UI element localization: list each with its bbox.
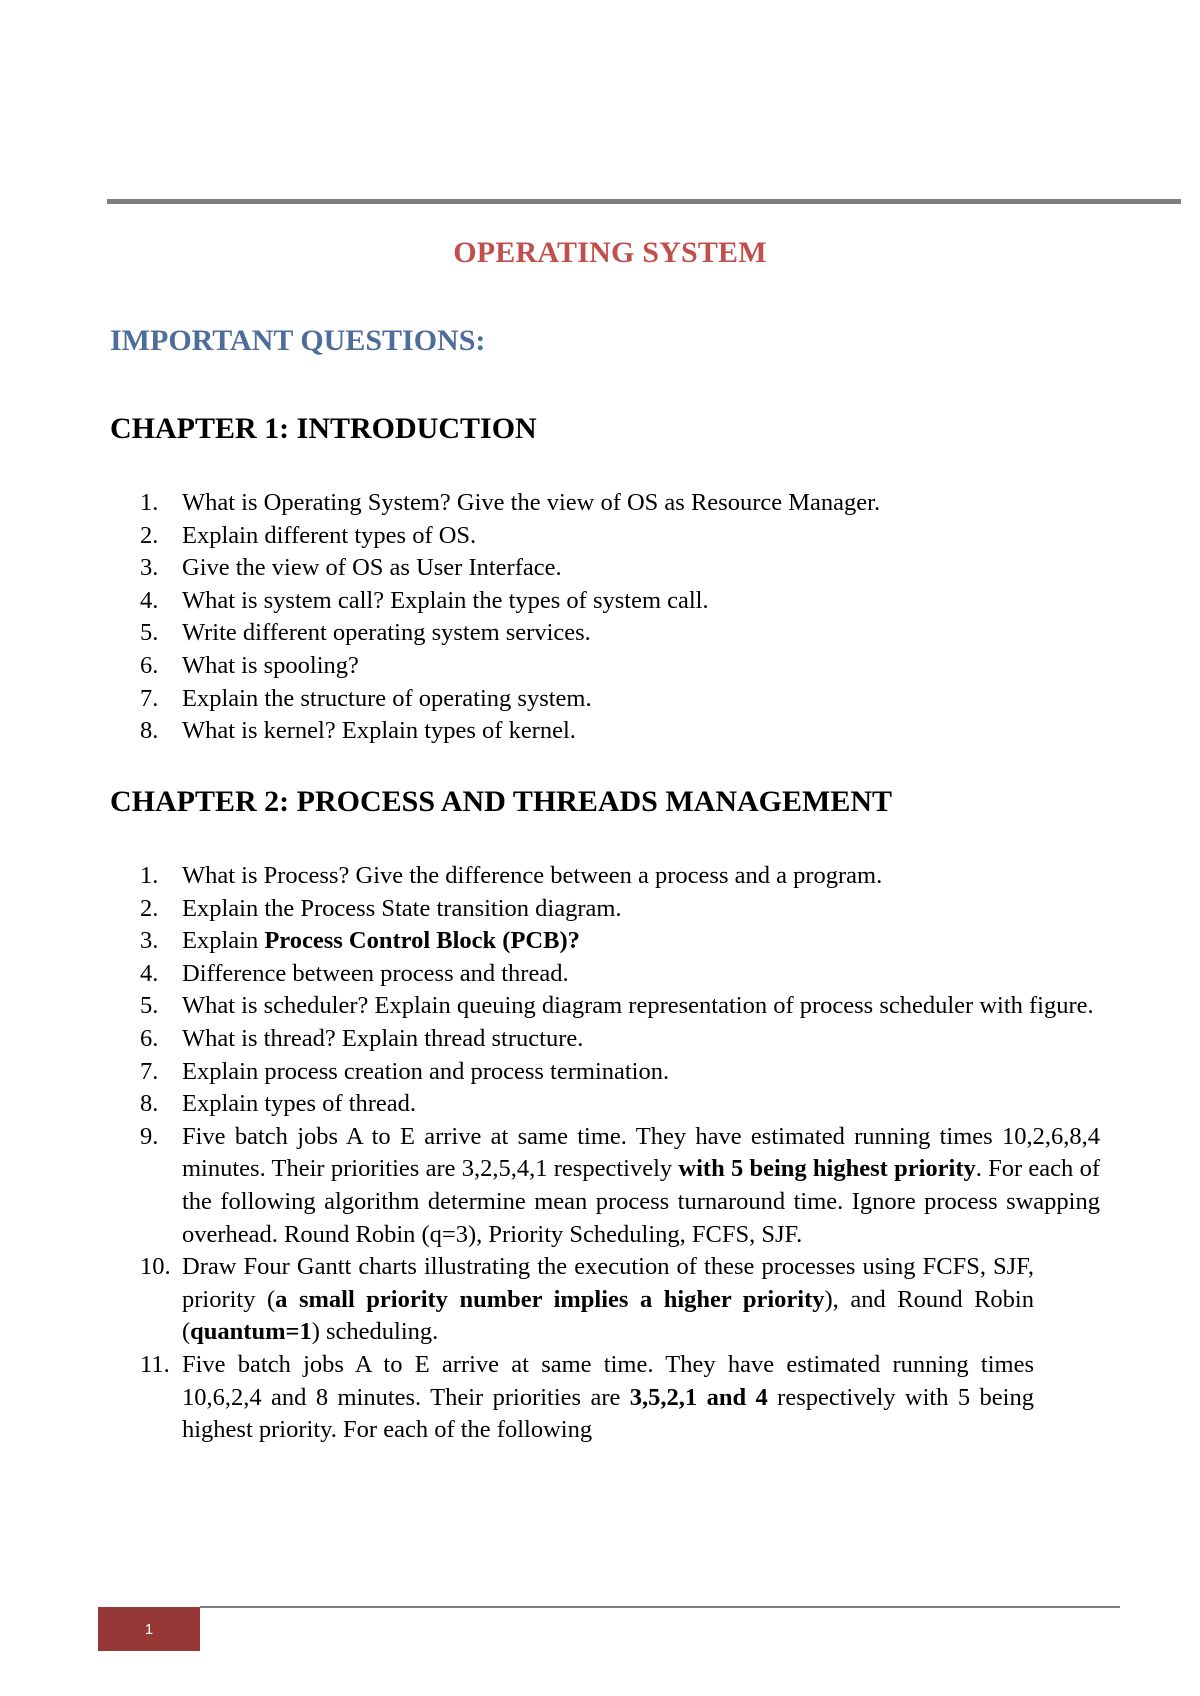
list-item [140, 860, 1100, 893]
footer-rule [200, 1606, 1120, 1608]
item-text-plain: . For each of the following algorithm determine mean process turnaround time. Ignore process swapping overhead. Round Robin (q=3), Priority Scheduling, FCFS, SJF. [182, 1155, 1100, 1248]
list-item [140, 925, 1100, 958]
item-text [182, 1251, 1034, 1349]
item-text: Explain types of thread. [182, 1090, 417, 1118]
list-item [140, 585, 1110, 618]
item-text: What is spooling? [182, 651, 359, 679]
item-number: 1. [140, 862, 159, 889]
item-number: 10. [140, 1253, 171, 1281]
item-text-bold: with 5 being highest priority [678, 1155, 976, 1183]
item-text-plain: ) scheduling. [311, 1318, 439, 1346]
item-text: What is kernel? Explain types of kernel. [182, 717, 576, 745]
item-text: What is scheduler? Explain queuing diagram representation of process scheduler with figure. [182, 992, 1094, 1020]
item-number: 2. [140, 894, 159, 922]
question-list [140, 487, 1110, 748]
page-number-box [98, 1607, 200, 1651]
item-text: What is thread? Explain thread structure. [182, 1024, 584, 1052]
item-number: 8. [140, 1090, 159, 1118]
document-title: OPERATING SYSTEM [453, 236, 767, 269]
chapter-heading: CHAPTER 2: PROCESS AND THREADS MANAGEMENT [110, 785, 893, 818]
item-number: 1. [140, 489, 159, 516]
item-number: 3. [140, 554, 159, 582]
item-text-plain: Draw Four Gantt charts illustrating the execution of these processes using FCFS, SJF, priority ( [182, 1253, 1034, 1313]
list-item [140, 1056, 1100, 1089]
item-text-plain: ), and Round Robin ( [182, 1285, 1034, 1346]
list-item [140, 487, 1110, 520]
item-number: 2. [140, 521, 159, 549]
item-number: 5. [140, 619, 159, 647]
item-text-bold: quantum=1 [190, 1318, 312, 1346]
list-item [140, 650, 1110, 683]
question-list [140, 860, 1100, 1447]
list-item [140, 1251, 1100, 1349]
list-item [140, 1023, 1100, 1056]
list-item [140, 990, 1100, 1023]
item-text: Explain the structure of operating system. [182, 684, 592, 712]
item-number: 5. [140, 992, 159, 1020]
item-number: 11. [140, 1350, 170, 1378]
item-text: What is system call? Explain the types of system call. [182, 586, 709, 614]
item-number: 7. [140, 1057, 159, 1085]
item-number: 7. [140, 684, 159, 712]
item-text [182, 925, 1100, 958]
item-number: 6. [140, 651, 159, 679]
item-text: What is Process? Give the difference between a process and a program. [182, 862, 883, 889]
item-text-plain: Explain [182, 927, 265, 955]
list-item [140, 715, 1110, 748]
list-item [140, 683, 1110, 716]
item-text: Write different operating system services. [182, 619, 591, 647]
item-text-bold: Process Control Block (PCB)? [264, 927, 580, 955]
item-text: Explain process creation and process termination. [182, 1057, 670, 1085]
item-text [182, 1121, 1100, 1251]
item-text-bold: 3,5,2,1 and 4 [629, 1383, 768, 1411]
item-number: 9. [140, 1122, 159, 1150]
list-item [140, 958, 1100, 991]
item-number: 3. [140, 927, 159, 955]
header-rule [107, 199, 1181, 204]
item-text: Explain different types of OS. [182, 521, 477, 549]
section-label: IMPORTANT QUESTIONS: [110, 324, 486, 357]
item-number: 4. [140, 959, 159, 987]
item-text: Difference between process and thread. [182, 959, 569, 987]
item-text: Give the view of OS as User Interface. [182, 554, 562, 582]
page-number: 1 [144, 1620, 154, 1638]
item-text-plain: Five batch jobs A to E arrive at same time. They have estimated running times 10,6,2,4 and 8 minutes. Their priorities are [182, 1350, 1034, 1411]
list-item [140, 617, 1110, 650]
item-text: What is Operating System? Give the view of OS as Resource Manager. [182, 489, 881, 516]
item-number: 4. [140, 586, 159, 614]
item-text-plain: Five batch jobs A to E arrive at same time. They have estimated running times 10,2,6,8,4 minutes. Their priorities are 3,2,5,4,1 respectively [182, 1122, 1100, 1183]
list-item [140, 1121, 1100, 1251]
item-number: 8. [140, 717, 159, 745]
chapter-heading: CHAPTER 1: INTRODUCTION [110, 412, 537, 445]
item-text-plain: respectively with 5 being highest priority. For each of the following [182, 1383, 1034, 1444]
item-number: 6. [140, 1024, 159, 1052]
list-item [140, 552, 1110, 585]
list-item [140, 520, 1110, 553]
item-text-bold: a small priority number implies a higher priority [275, 1285, 825, 1313]
list-item [140, 893, 1100, 926]
list-item [140, 1349, 1100, 1447]
list-item [140, 1088, 1100, 1121]
item-text [182, 1349, 1034, 1447]
item-text: Explain the Process State transition diagram. [182, 894, 622, 922]
